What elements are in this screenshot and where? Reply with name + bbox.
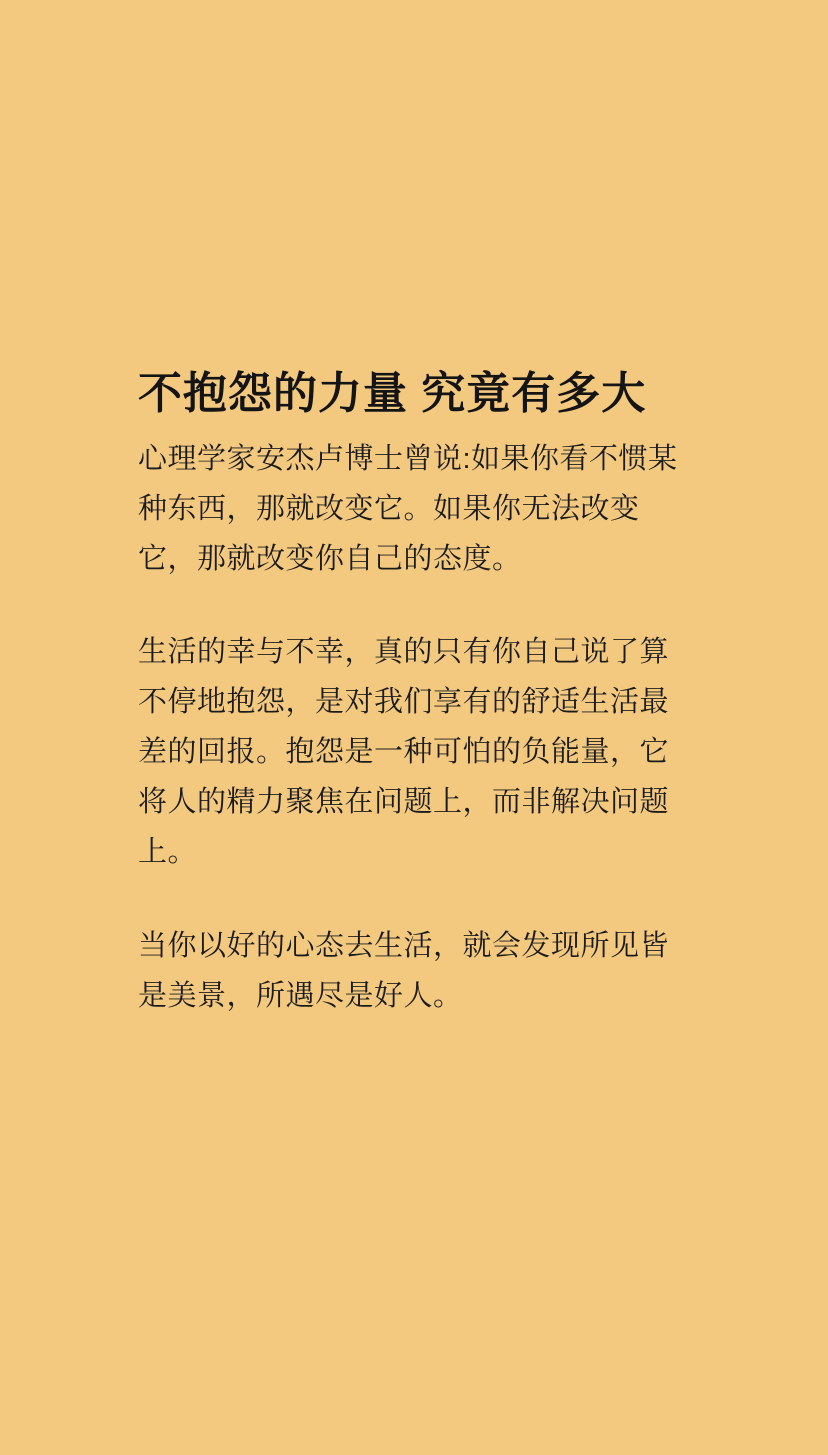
page-title: 不抱怨的力量 究竟有多大 <box>138 369 647 418</box>
paragraph-quote: 心理学家安杰卢博士曾说:如果你看不惯某种东西，那就改变它。如果你无法改变它，那就改变你自己的态度。 <box>138 442 678 575</box>
paragraph-body: 生活的幸与不幸，真的只有你自己说了算不停地抱怨，是对我们享有的舒适生活最差的回报。抱怨是一种可怕的负能量，它将人的精力聚焦在问题上，而非解决问题上。 <box>138 636 670 868</box>
text-block <box>138 368 698 1022</box>
paragraph-closing: 当你以好的心态去生活，就会发现所见皆是美景，所遇尽是好人。 <box>138 929 670 1012</box>
